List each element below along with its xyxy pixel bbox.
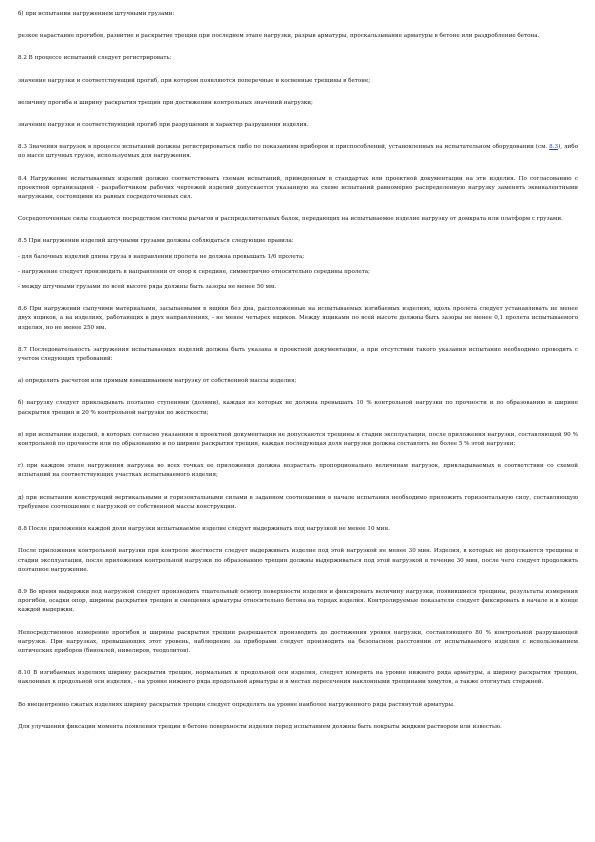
paragraph-8-6: 8.6 При нагружении сыпучими материалами, засыпаемыми в ящики без дна, расположенные на испытываемых изгибаемых изделиях, вдоль пролета следует устанавливать не менее двух ящиков, а на изделиях, работающих в двух направлениях, - не менее четырех ящиков. Между ящиками по всей высоте должны быть зазоры не менее 0,1 пролета испытываемого изделия, но не менее 250 мм.: [18, 306, 578, 331]
paragraph-8-3: [18, 143, 578, 161]
list-item-load-gaps: - между штучными грузами по всей высоте ряда должны быть зазоры не менее 50 мм.: [18, 284, 277, 291]
paragraph-d-horizontal: д) при испытании конструкций вертикальными и горизонтальными силами в заданном соотношении в начале испытания необходимо приложить горизонтальную силу, составляющую требуемое соотношение с нагрузкой от собственной массы конструкции.: [18, 494, 578, 510]
paragraph-8-3-after: ), либо по массе штучных грузов, используемых для нагружения.: [18, 144, 578, 160]
paragraph-measurement-limit: Непосредственное измерение прогибов и ширины раскрытия трещин разрешается производить до достижения уровня нагрузки, составляющего 80 % контрольной разрушающей нагрузки. При нагрузках, превышающих этот уровень, наблюдение за приборами следует производить на безопасном расстоянии от испытываемого изделия с использованием оптических приборов (биноклей, нивелиров, теодолитов).: [18, 629, 578, 654]
paragraph-8-9: 8.9 Во время выдержки под нагрузкой следует производить тщательный осмотр поверхности изделия и фиксировать величину нагрузки, появившиеся трещины, результаты измерения прогибов, осадки опор, ширины раскрытия трещин и смещения арматуры относительно бетона на торцах изделия. Контролируемые показатели следует фиксировать в начале и в конце каждой выдержки.: [18, 588, 578, 614]
paragraph-crack-load: значение нагрузки и соответствующий прогиб, при котором появляются поперечные и косвенные трещины в бетоне;: [18, 77, 371, 84]
paragraph-8-5: 8.5 При нагружении изделий штучными грузами должны соблюдаться следующие правила:: [18, 238, 294, 245]
paragraph-8-10: 8.10 В изгибаемых изделиях ширину раскрытия трещин, нормальных к продольной оси изделия, следует измерять на уровне нижнего ряда арматуры, а ширину раскрытия трещин, наклонных к продольной оси изделия, - на уровне нижнего ряда продольной арматуры и в местах пересечения наклонными трещинами хомутов, а также отогнутых стержней.: [18, 670, 578, 686]
paragraph-concentrated-forces: Сосредоточенные силы создаются посредством системы рычагов и распределительных балок, передающих на испытываемое изделие нагрузку от домкрата или платформ с грузами.: [18, 216, 563, 223]
link-section-8-3[interactable]: 8.3: [549, 144, 559, 151]
document-page: [18, 10, 578, 745]
paragraph-g-proportional: г) при каждом этапе нагружения нагрузка во всех точках ее приложения должна возрастать пропорционально величинам нагрузок, прикладываемых в соответствии со схемой испытаний на соответствующих участках испытываемого изделия;: [18, 463, 578, 479]
paragraph-v-crack-free: в) при испытании изделий, в которых согласно указаниям в проектной документации не допускаются трещины в стадии эксплуатации, после приложения нагрузки, составляющей 90 % контрольной по прочности или по образованию и по ширине раскрытия трещин, каждая последующая доля нагрузки должна составлять не более 5 % этой нагрузки;: [18, 431, 578, 448]
paragraph-b-loads: б) при испытании нагружением штучными грузами:: [18, 11, 175, 17]
paragraph-8-8: 8.8 После приложения каждой доли нагрузки испытываемое изделие следует выдерживать под нагрузкой не менее 10 мин.: [18, 526, 390, 533]
paragraph-8-4: 8.4 Нагружение испытываемых изделий должно соответствовать схемам испытаний, приведенным в стандартах или проектной документации на эти изделия. По согласованию с проектной организацией - разработчиком рабочих чертежей изделий допускается указанную на схеме испытаний равномерно распределенную нагрузку заменять эквивалентными нагрузками, состоящими из равных сосредоточенных сил.: [18, 175, 578, 201]
paragraph-8-7: 8.7 Последовательность загружения испытываемых изделий должна быть указана в проектной документации, а при отсутствии такого указания испытание необходимо проводить с учетом следующих требований:: [18, 346, 578, 363]
paragraph-failure-load: значение нагрузки и соответствующий прогиб при разрушении и характер разрушения изделия.: [18, 122, 309, 129]
paragraph-8-3-before: 8.3 Значения нагрузок в процессе испытаний должны регистрироваться либо по показаниям приборов и приспособлений, установленных на испытательном оборудовании (см.: [18, 144, 550, 151]
list-item-load-length: - для балочных изделий длина груза в направлении пролета не должна превышать 1/6 пролета;: [18, 253, 305, 260]
paragraph-control-hold: После приложения контрольной нагрузки при контроле жесткости следует выдерживать изделие под этой нагрузкой не менее 30 мин. Изделия, в которых не допускаются трещины в стадии эксплуатации, после приложения контрольной нагрузки по образованию трещин должны выдерживаться под этой нагрузкой в течение 30 мин, после чего следует продолжить поэтапное нагружение.: [18, 548, 578, 573]
paragraph-a-self-weight: а) определить расчетом или прямым взвешиванием нагрузку от собственной массы изделия;: [18, 378, 297, 385]
paragraph-b-stepwise: б) нагрузку следует прикладывать поэтапно ступенями (долями), каждая из которых не должна превышать 10 % контрольной нагрузки по прочности и по образованию и ширине раскрытия трещин и 20 % контрольной нагрузки по жесткости;: [18, 400, 578, 416]
paragraph-8-2: 8.2 В процессе испытаний следует регистрировать:: [18, 55, 172, 62]
list-item-load-direction: - нагружение следует производить в направлении от опор к середине, симметрично относительно середины пролета;: [18, 268, 371, 275]
paragraph-surface-coating: Для улучшения фиксации момента появления трещин в бетоне поверхности изделия перед испытанием должны быть покрыты жидким раствором или известью.: [18, 723, 502, 730]
paragraph-failure-signs: резкое нарастание прогибов, развитие и раскрытие трещин при последнем этапе нагрузки, разрыв арматуры, проскальзывание арматуры в бетоне или раздробление бетона.: [18, 33, 540, 40]
paragraph-deflection-width: величину прогиба и ширину раскрытия трещин при достижении контрольных значений нагрузки;: [18, 99, 313, 106]
paragraph-eccentric: Во внецентренно сжатых изделиях ширину раскрытия трещин следует определять на уровне наиболее нагруженного ряда растянутой арматуры.: [18, 701, 455, 708]
